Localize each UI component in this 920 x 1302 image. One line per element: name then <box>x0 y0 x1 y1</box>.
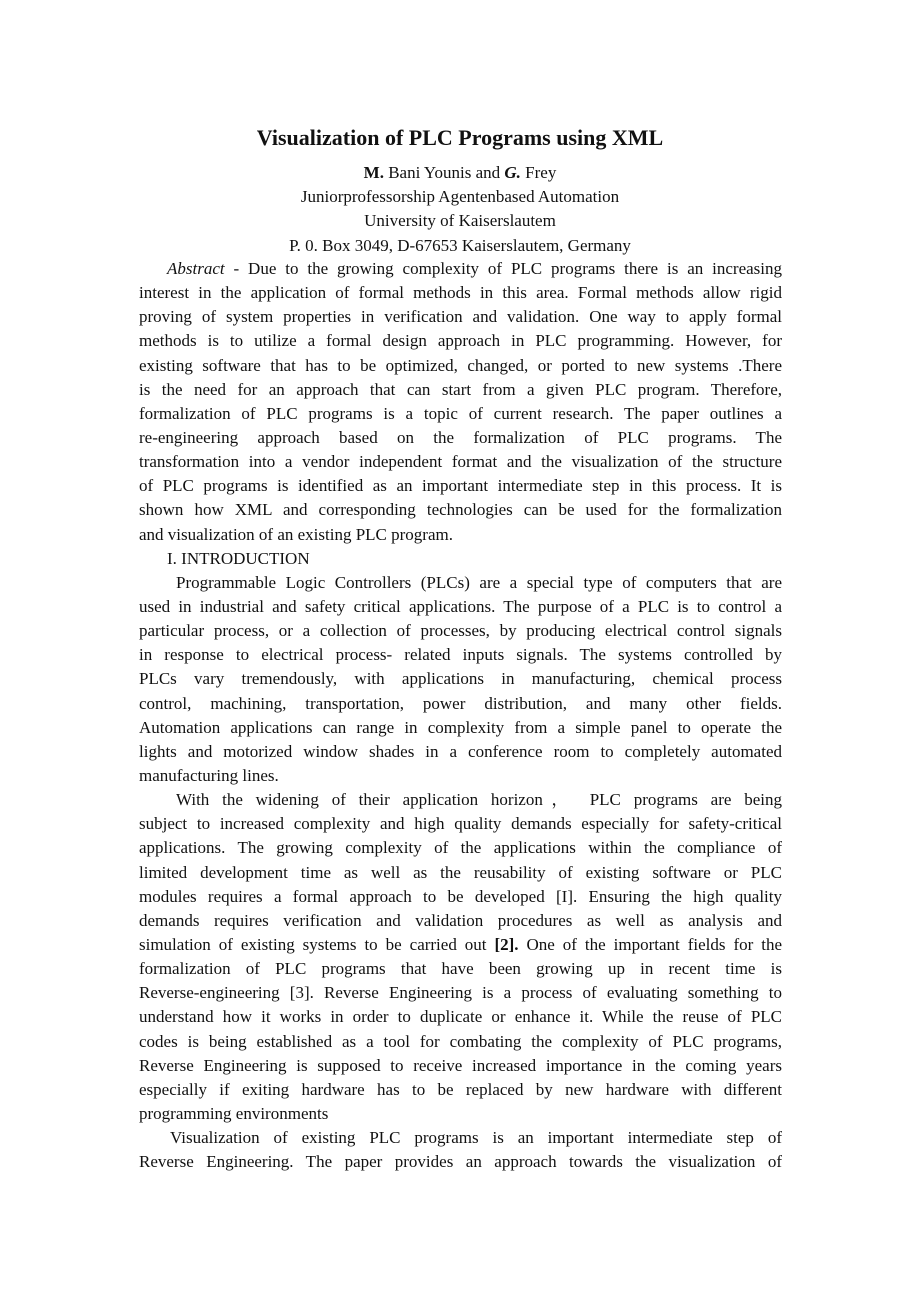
paragraph-line: Reverse Engineering. The paper provides an approach towards the visualization of <box>139 1152 782 1172</box>
abstract-line: formalization of PLC programs is a topic of current research. The paper outlines a <box>139 403 782 423</box>
abstract-line: is the need for an approach that can start from a given PLC program. Therefore, <box>139 379 782 399</box>
abstract-line: re-engineering approach based on the formalization of PLC programs. The <box>139 427 782 447</box>
paragraph-line: Programmable Logic Controllers (PLCs) are a special type of computers that are <box>176 572 782 592</box>
address: P. 0. Box 3049, D-67653 Kaiserslautem, Germany <box>289 235 631 255</box>
author-name-2: Frey <box>520 163 557 182</box>
paragraph-line: formalization of PLC programs that have been growing up in recent time is <box>139 959 782 979</box>
abstract-line: interest in the application of formal methods in this area. Formal methods allow rigid <box>139 283 782 303</box>
abstract-line: methods is to utilize a formal design approach in PLC programming. However, for <box>139 331 782 351</box>
abstract-line: shown how XML and corresponding technologies can be used for the formalization <box>139 500 782 520</box>
section-heading: I. INTRODUCTION <box>167 548 310 568</box>
paragraph-line: understand how it works in order to duplicate or enhance it. While the reuse of PLC <box>139 1007 782 1027</box>
abstract-line: proving of system properties in verification and validation. One way to apply formal <box>139 307 782 327</box>
abstract-line: existing software that has to be optimized, changed, or ported to new systems .There <box>139 355 782 375</box>
paragraph-line: manufacturing lines. <box>139 765 279 785</box>
paragraph-line: subject to increased complexity and high quality demands especially for safety-critical <box>139 814 782 834</box>
abstract-line: Abstract - Due to the growing complexity of PLC programs there is an increasing <box>167 259 782 278</box>
affiliation: Juniorprofessorship Agentenbased Automation <box>300 187 620 207</box>
body-text <box>139 257 782 1174</box>
paragraph-line: Reverse Engineering is supposed to receive increased importance in the coming years <box>139 1055 782 1075</box>
paragraph-line: Reverse-engineering [3]. Reverse Engineering is a process of evaluating something to <box>139 983 782 1003</box>
citation-ref: [2]. <box>494 934 519 954</box>
university: University of Kaiserslautem <box>364 211 556 231</box>
paragraph-line: limited development time as well as the reusability of existing software or PLC <box>139 862 782 882</box>
paragraph-line: codes is being established as a tool for combating the complexity of PLC programs, <box>139 1031 782 1051</box>
paragraph-line: in response to electrical process- related inputs signals. The systems controlled by <box>139 645 782 665</box>
abstract-line: transformation into a vendor independent format and the visualization of the structure <box>139 452 782 472</box>
author-initial-1: M. <box>363 163 384 182</box>
author-block <box>0 161 920 258</box>
paragraph-line: simulation of existing systems to be carried out [2]. One of the important fields for the <box>139 934 782 954</box>
paragraph-line: particular process, or a collection of processes, by producing electrical control signals <box>139 621 782 641</box>
author-initial-2: G. <box>504 163 521 182</box>
paragraph-line: PLCs vary tremendously, with applications in manufacturing, chemical process <box>139 669 782 689</box>
author-name-1: Bani Younis and <box>383 163 505 182</box>
abstract-line: and visualization of an existing PLC program. <box>139 524 453 544</box>
author-names <box>0 161 920 185</box>
paragraph-line: lights and motorized window shades in a conference room to completely automated <box>139 741 782 761</box>
paragraph-line: especially if exiting hardware has to be replaced by new hardware with different <box>139 1079 782 1099</box>
paragraph-line: programming environments <box>139 1103 329 1123</box>
paragraph-line: used in industrial and safety critical applications. The purpose of a PLC is to control a <box>139 596 782 616</box>
paper-title: Visualization of PLC Programs using XML <box>256 125 664 150</box>
paragraph-line: With the widening of their application horizon， PLC programs are being <box>176 790 782 810</box>
paragraph-line: Visualization of existing PLC programs is an important intermediate step of <box>170 1128 782 1148</box>
abstract-line: of PLC programs is identified as an important intermediate step in this process. It is <box>139 476 782 496</box>
paragraph-line: modules requires a formal approach to be developed [I]. Ensuring the high quality <box>139 886 782 906</box>
paragraph-line: control, machining, transportation, power distribution, and many other fields. <box>139 693 782 713</box>
paragraph-line: applications. The growing complexity of the applications within the compliance of <box>139 838 782 858</box>
paragraph-line: Automation applications can range in complexity from a simple panel to operate the <box>139 717 782 737</box>
paragraph-line: demands requires verification and validation procedures as well as analysis and <box>139 910 782 930</box>
abstract-label: Abstract <box>167 259 225 278</box>
